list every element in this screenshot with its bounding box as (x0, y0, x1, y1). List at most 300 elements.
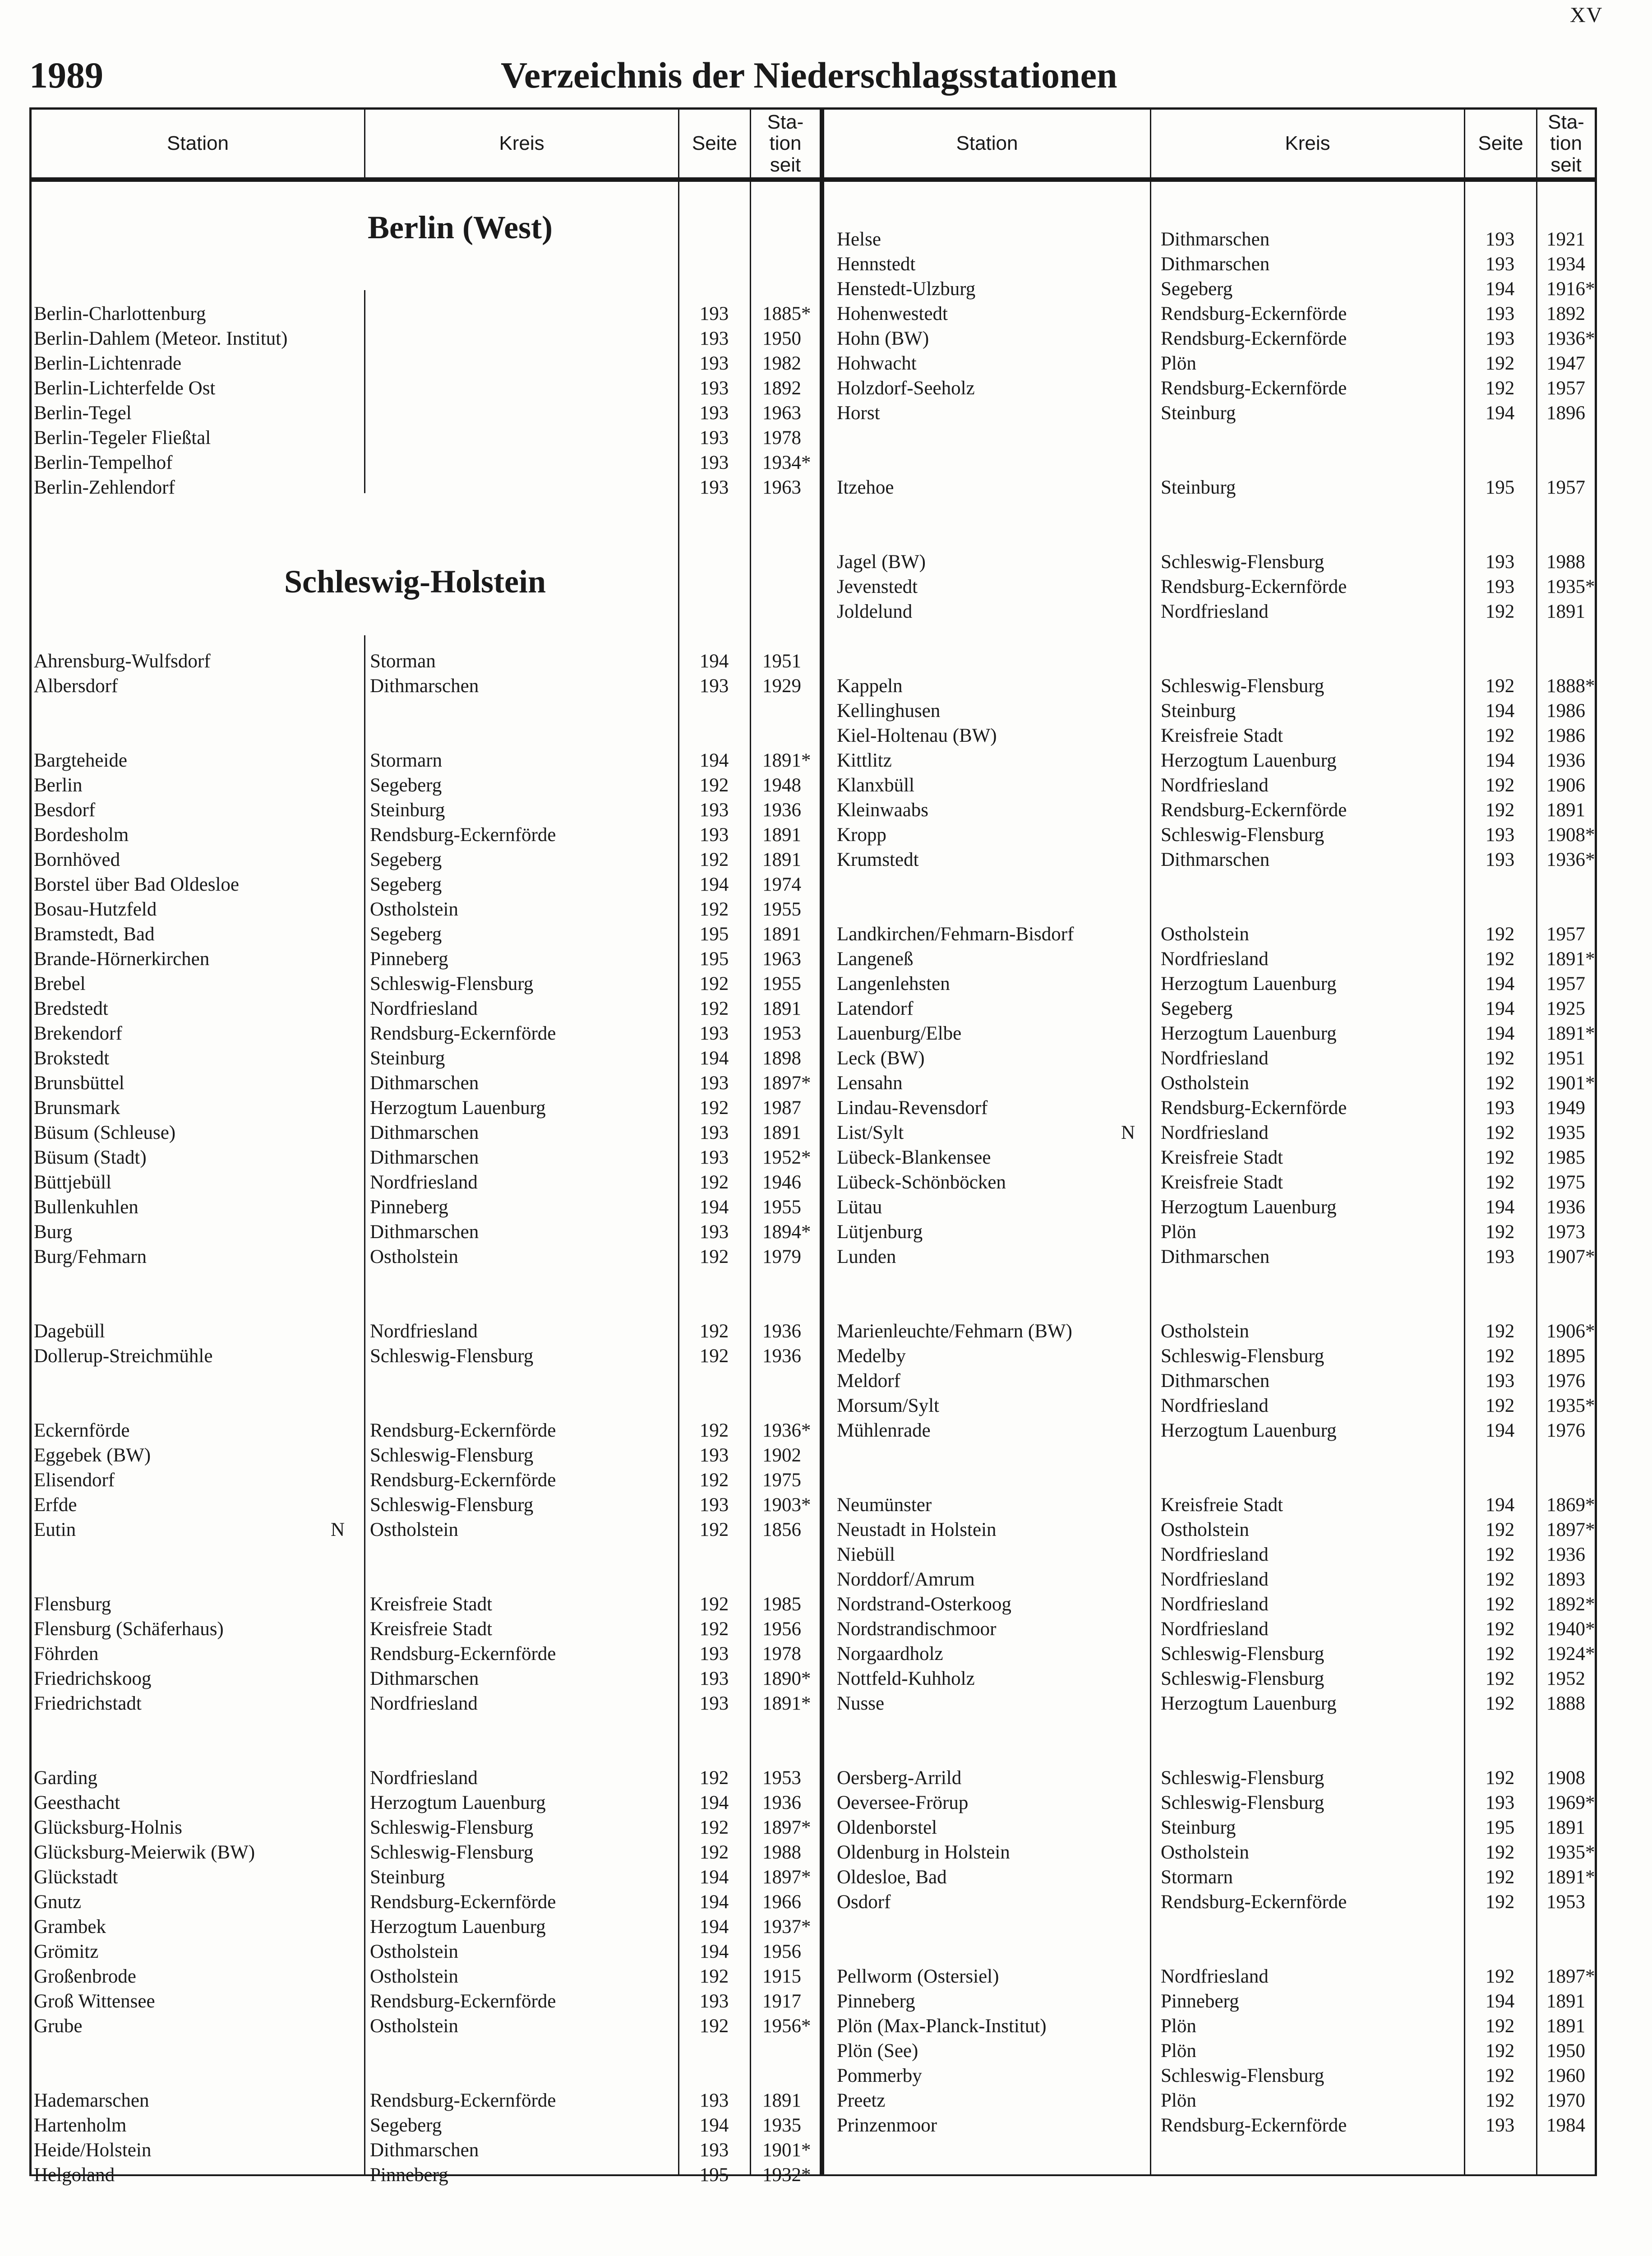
station-name: Borstel über Bad Oldesloe (34, 874, 239, 895)
station-name: Albersdorf (34, 675, 118, 697)
station-seit-value: 1888 (1546, 1693, 1585, 1714)
station-name: Gnutz (34, 1891, 82, 1913)
seite-value: 193 (699, 353, 729, 374)
kreis-name: Segeberg (370, 775, 442, 796)
station-name: Joldelund (837, 601, 913, 622)
kreis-name: Pinneberg (370, 2164, 448, 2186)
station-name: Berlin-Charlottenburg (34, 303, 206, 324)
seite-value: 194 (1485, 998, 1515, 1019)
kreis-name: Ostholstein (1161, 1073, 1249, 1094)
seite-value: 192 (699, 973, 729, 994)
seite-value: 194 (699, 1867, 729, 1888)
seite-value: 192 (1485, 1594, 1515, 1615)
seite-value: 192 (1485, 1842, 1515, 1863)
station-name: Brunsbüttel (34, 1073, 125, 1094)
seite-value: 192 (1485, 1966, 1515, 1987)
station-name: Großenbrode (34, 1966, 136, 1987)
station-name: Oersberg-Arrild (837, 1767, 962, 1789)
seite-value: 193 (699, 1668, 729, 1689)
kreis-name: Ostholstein (370, 1519, 458, 1540)
kreis-name: Nordfriesland (1161, 1544, 1269, 1565)
station-seit-value: 1975 (762, 1470, 801, 1491)
station-seit-value: 1949 (1546, 1097, 1585, 1119)
seite-value: 194 (1485, 1023, 1515, 1044)
station-seit-value: 1963 (762, 402, 801, 424)
kreis-name: Kreisfreie Stadt (1161, 1172, 1283, 1193)
station-name: Bornhöved (34, 849, 120, 870)
table-border-left (29, 182, 32, 2174)
seite-value: 192 (699, 1519, 729, 1540)
kreis-name: Nordfriesland (1161, 1594, 1269, 1615)
station-seit-value: 1975 (1546, 1172, 1585, 1193)
station-seit-value: 1950 (762, 328, 801, 349)
header-part: tion (769, 132, 802, 155)
station-name: Hartenholm (34, 2115, 127, 2136)
station-name: Nordstrandischmoor (837, 1618, 997, 1640)
station-seit-value: 1893 (1546, 1569, 1585, 1590)
station-seit-value: 1935 (1546, 1122, 1585, 1143)
kreis-name: Schleswig-Flensburg (1161, 1668, 1324, 1689)
header-kreis-left: Kreis (499, 132, 545, 155)
kreis-name: Schleswig-Flensburg (1161, 824, 1324, 846)
kreis-name: Segeberg (370, 2115, 442, 2136)
station-seit-value: 1969* (1546, 1792, 1595, 1813)
kreis-name: Dithmarschen (1161, 1370, 1270, 1392)
kreis-name: Kreisfreie Stadt (1161, 1147, 1283, 1168)
seite-value: 192 (1485, 1867, 1515, 1888)
seite-value: 192 (699, 775, 729, 796)
station-seit-value: 1953 (1546, 1891, 1585, 1913)
station-name: Kappeln (837, 675, 903, 697)
seite-value: 192 (699, 1321, 729, 1342)
station-seit-value: 1908* (1546, 824, 1595, 846)
seite-value: 195 (1485, 1817, 1515, 1838)
kreis-name: Herzogtum Lauenburg (1161, 1197, 1337, 1218)
seite-value: 194 (1485, 700, 1515, 721)
seite-value: 193 (1485, 849, 1515, 870)
station-name: Berlin-Lichterfelde Ost (34, 378, 216, 399)
seite-value: 192 (699, 1842, 729, 1863)
station-seit-value: 1956 (762, 1941, 801, 1962)
station-name: Plön (See) (837, 2040, 918, 2062)
station-seit-value: 1898 (762, 1048, 801, 1069)
kreis-name: Ostholstein (1161, 1321, 1249, 1342)
station-seit-value: 1888* (1546, 675, 1595, 697)
seite-value: 193 (699, 1494, 729, 1516)
kreis-name: Rendsburg-Eckernförde (370, 1991, 556, 2012)
station-name: Langenlehsten (837, 973, 950, 994)
kreis-name: Rendsburg-Eckernförde (370, 1023, 556, 1044)
seite-value: 194 (1485, 402, 1515, 424)
station-seit-value: 1935* (1546, 1395, 1595, 1416)
kreis-name: Steinburg (1161, 477, 1236, 498)
station-name: Norddorf/Amrum (837, 1569, 975, 1590)
n-marker: N (331, 1519, 345, 1540)
seite-value: 192 (1485, 1321, 1515, 1342)
seite-value: 194 (699, 2115, 729, 2136)
kreis-name: Ostholstein (370, 2016, 458, 2037)
station-name: Nottfeld-Kuhholz (837, 1668, 975, 1689)
station-seit-value: 1984 (1546, 2115, 1585, 2136)
kreis-name: Herzogtum Lauenburg (1161, 1420, 1337, 1441)
kreis-name: Dithmarschen (370, 675, 479, 697)
seite-value: 193 (699, 1073, 729, 1094)
station-seit-value: 1891* (1546, 948, 1595, 970)
kreis-name: Herzogtum Lauenburg (1161, 1023, 1337, 1044)
station-seit-value: 1929 (762, 675, 801, 697)
station-name: Kropp (837, 824, 886, 846)
kreis-name: Segeberg (370, 849, 442, 870)
column-divider (364, 635, 365, 2174)
station-seit-value: 1936 (1546, 1544, 1585, 1565)
seite-value: 194 (1485, 1494, 1515, 1516)
station-name: Neumünster (837, 1494, 932, 1516)
seite-value: 192 (1485, 2090, 1515, 2111)
station-seit-value: 1897* (762, 1817, 811, 1838)
station-name: Meldorf (837, 1370, 900, 1392)
header-part: seit (770, 153, 801, 176)
station-name: Plön (Max-Planck-Institut) (837, 2016, 1047, 2037)
seite-value: 193 (699, 303, 729, 324)
kreis-name: Rendsburg-Eckernförde (1161, 328, 1347, 349)
station-seit-value: 1951 (1546, 1048, 1585, 1069)
kreis-name: Schleswig-Flensburg (370, 1817, 534, 1838)
seite-value: 192 (699, 1420, 729, 1441)
station-name: Föhrden (34, 1643, 99, 1664)
station-seit-value: 1956 (762, 1618, 801, 1640)
station-seit-value: 1901* (1546, 1073, 1595, 1094)
station-seit-value: 1892* (1546, 1594, 1595, 1615)
kreis-name: Segeberg (1161, 278, 1233, 300)
kreis-name: Rendsburg-Eckernförde (370, 1470, 556, 1491)
station-seit-value: 1856 (762, 1519, 801, 1540)
station-seit-value: 1906 (1546, 775, 1585, 796)
station-name: Groß Wittensee (34, 1991, 155, 2012)
station-seit-value: 1978 (762, 1643, 801, 1664)
station-name: Marienleuchte/Fehmarn (BW) (837, 1321, 1072, 1342)
kreis-name: Herzogtum Lauenburg (1161, 1693, 1337, 1714)
station-seit-value: 1957 (1546, 477, 1585, 498)
seite-value: 194 (1485, 973, 1515, 994)
station-name: Neustadt in Holstein (837, 1519, 997, 1540)
seite-value: 193 (699, 477, 729, 498)
station-seit-value: 1891* (762, 750, 811, 771)
station-seit-value: 1932* (762, 2164, 811, 2186)
station-seit-value: 1986 (1546, 725, 1585, 746)
seite-value: 193 (699, 328, 729, 349)
seite-value: 192 (1485, 1345, 1515, 1367)
station-seit-value: 1946 (762, 1172, 801, 1193)
column-divider (364, 290, 365, 493)
kreis-name: Kreisfreie Stadt (1161, 1494, 1283, 1516)
station-name: Friedrichskoog (34, 1668, 152, 1689)
kreis-name: Rendsburg-Eckernförde (1161, 800, 1347, 821)
kreis-name: Rendsburg-Eckernförde (1161, 378, 1347, 399)
station-name: Grömitz (34, 1941, 99, 1962)
station-seit-value: 1934 (1546, 254, 1585, 275)
station-seit-value: 1957 (1546, 973, 1585, 994)
seite-value: 192 (1485, 1147, 1515, 1168)
header-seite-right: Seite (1478, 132, 1523, 155)
station-seit-value: 1976 (1546, 1370, 1585, 1392)
station-name: Oldenborstel (837, 1817, 937, 1838)
kreis-name: Pinneberg (1161, 1991, 1239, 2012)
station-name: Burg (34, 1221, 73, 1243)
kreis-name: Nordfriesland (1161, 1569, 1269, 1590)
kreis-name: Schleswig-Flensburg (370, 1842, 534, 1863)
column-divider (1150, 182, 1151, 2174)
seite-value: 192 (1485, 1693, 1515, 1714)
station-seit-value: 1901* (762, 2140, 811, 2161)
station-name: Lindau-Revensdorf (837, 1097, 988, 1119)
station-seit-value: 1936 (762, 1321, 801, 1342)
seite-value: 193 (699, 1991, 729, 2012)
station-seit-value: 1891* (1546, 1023, 1595, 1044)
seite-value: 192 (1485, 1519, 1515, 1540)
seite-value: 195 (699, 924, 729, 945)
station-name: Dagebüll (34, 1321, 105, 1342)
seite-value: 193 (699, 1122, 729, 1143)
station-name: Kleinwaabs (837, 800, 928, 821)
seite-value: 193 (1485, 1370, 1515, 1392)
station-name: Ahrensburg-Wulfsdorf (34, 651, 211, 672)
kreis-name: Rendsburg-Eckernförde (370, 1420, 556, 1441)
seite-value: 194 (1485, 750, 1515, 771)
station-name: Leck (BW) (837, 1048, 925, 1069)
seite-value: 193 (699, 427, 729, 448)
station-name: Dollerup-Streichmühle (34, 1345, 213, 1367)
kreis-name: Dithmarschen (370, 1668, 479, 1689)
station-seit-value: 1955 (762, 899, 801, 920)
station-name: Flensburg (Schäferhaus) (34, 1618, 224, 1640)
station-name: Berlin-Lichtenrade (34, 353, 182, 374)
seite-value: 192 (1485, 1891, 1515, 1913)
station-seit-value: 1891 (1546, 1991, 1585, 2012)
kreis-name: Pinneberg (370, 948, 448, 970)
seite-value: 192 (1485, 1221, 1515, 1243)
seite-value: 192 (699, 1470, 729, 1491)
station-seit-value: 1963 (762, 477, 801, 498)
seite-value: 193 (699, 452, 729, 473)
seite-value: 193 (699, 1693, 729, 1714)
seite-value: 193 (699, 1147, 729, 1168)
kreis-name: Nordfriesland (1161, 1048, 1269, 1069)
station-name: Berlin-Tegeler Fließtal (34, 427, 211, 448)
station-seit-value: 1957 (1546, 378, 1585, 399)
kreis-name: Pinneberg (370, 1197, 448, 1218)
station-name: Hohn (BW) (837, 328, 929, 349)
kreis-name: Nordfriesland (1161, 601, 1269, 622)
station-seit-value: 1936 (762, 1345, 801, 1367)
station-seit-value: 1955 (762, 973, 801, 994)
section-heading-schleswig-holstein: Schleswig-Holstein (284, 564, 546, 600)
station-name: Jevenstedt (837, 576, 918, 597)
kreis-name: Herzogtum Lauenburg (370, 1097, 546, 1119)
station-seit-value: 1974 (762, 874, 801, 895)
station-name: Nordstrand-Osterkoog (837, 1594, 1011, 1615)
station-seit-value: 1892 (1546, 303, 1585, 324)
kreis-name: Ostholstein (370, 1246, 458, 1267)
station-name: Eggebek (BW) (34, 1445, 151, 1466)
station-name: Jagel (BW) (837, 551, 926, 573)
station-seit-value: 1916* (1546, 278, 1595, 300)
center-divider (820, 110, 824, 177)
seite-value: 192 (699, 998, 729, 1019)
kreis-name: Ostholstein (370, 1941, 458, 1962)
kreis-name: Dithmarschen (370, 1073, 479, 1094)
station-seit-value: 1960 (1546, 2065, 1585, 2086)
kreis-name: Steinburg (370, 800, 445, 821)
station-name: Berlin-Tegel (34, 402, 132, 424)
station-name: Brokstedt (34, 1048, 110, 1069)
seite-value: 193 (699, 1643, 729, 1664)
station-seit-value: 1897* (762, 1867, 811, 1888)
kreis-name: Kreisfreie Stadt (370, 1618, 493, 1640)
seite-value: 192 (1485, 1172, 1515, 1193)
kreis-name: Nordfriesland (370, 1767, 478, 1789)
station-name: Büsum (Stadt) (34, 1147, 147, 1168)
station-name: Latendorf (837, 998, 914, 1019)
seite-value: 192 (1485, 775, 1515, 796)
kreis-name: Nordfriesland (370, 1321, 478, 1342)
seite-value: 192 (1485, 675, 1515, 697)
kreis-name: Rendsburg-Eckernförde (370, 1643, 556, 1664)
kreis-name: Schleswig-Flensburg (370, 973, 534, 994)
kreis-name: Nordfriesland (370, 998, 478, 1019)
header-station-left: Station (167, 132, 229, 155)
station-seit-value: 1986 (1546, 700, 1585, 721)
header-part: tion (1550, 132, 1582, 155)
station-name: Niebüll (837, 1544, 895, 1565)
station-name: Langeneß (837, 948, 914, 970)
station-seit-value: 1987 (762, 1097, 801, 1119)
table-header (29, 107, 1597, 182)
station-name: Lübeck-Blankensee (837, 1147, 991, 1168)
station-name: Elisendorf (34, 1470, 115, 1491)
station-name: Bullenkuhlen (34, 1197, 138, 1218)
station-name: Friedrichstadt (34, 1693, 142, 1714)
seite-value: 192 (1485, 1073, 1515, 1094)
kreis-name: Herzogtum Lauenburg (370, 1916, 546, 1937)
header-kreis-right: Kreis (1285, 132, 1330, 155)
station-seit-value: 1891 (762, 924, 801, 945)
kreis-name: Schleswig-Flensburg (1161, 2065, 1324, 2086)
station-seit-value: 1982 (762, 353, 801, 374)
seite-value: 193 (1485, 824, 1515, 846)
kreis-name: Herzogtum Lauenburg (1161, 973, 1337, 994)
station-name: Oldenburg in Holstein (837, 1842, 1010, 1863)
kreis-name: Segeberg (1161, 998, 1233, 1019)
station-seit-value: 1897* (1546, 1519, 1595, 1540)
seite-value: 193 (1485, 551, 1515, 573)
station-name: Pinneberg (837, 1991, 915, 2012)
station-seit-value: 1950 (1546, 2040, 1585, 2062)
seite-value: 194 (699, 1197, 729, 1218)
station-name: Kiel-Holtenau (BW) (837, 725, 997, 746)
kreis-name: Plön (1161, 2040, 1196, 2062)
seite-value: 192 (1485, 948, 1515, 970)
station-name: Brande-Hörnerkirchen (34, 948, 210, 970)
station-name: Helgoland (34, 2164, 115, 2186)
seite-value: 192 (699, 1618, 729, 1640)
station-seit-value: 1978 (762, 427, 801, 448)
seite-value: 192 (1485, 1048, 1515, 1069)
station-name: Grube (34, 2016, 83, 2037)
station-seit-value: 1947 (1546, 353, 1585, 374)
center-divider (820, 182, 824, 2174)
seite-value: 193 (699, 2140, 729, 2161)
station-seit-value: 1985 (1546, 1147, 1585, 1168)
station-name: Osdorf (837, 1891, 891, 1913)
kreis-name: Dithmarschen (370, 1147, 479, 1168)
station-seit-value: 1935 (762, 2115, 801, 2136)
kreis-name: Schleswig-Flensburg (370, 1445, 534, 1466)
kreis-name: Rendsburg-Eckernförde (370, 2090, 556, 2111)
station-seit-value: 1907* (1546, 1246, 1595, 1267)
kreis-name: Rendsburg-Eckernförde (1161, 2115, 1347, 2136)
station-name: Oldesloe, Bad (837, 1867, 947, 1888)
station-seit-value: 1953 (762, 1767, 801, 1789)
kreis-name: Nordfriesland (1161, 1966, 1269, 1987)
kreis-name: Herzogtum Lauenburg (370, 1792, 546, 1813)
kreis-name: Nordfriesland (1161, 948, 1269, 970)
seite-value: 192 (699, 2016, 729, 2037)
kreis-name: Nordfriesland (370, 1172, 478, 1193)
kreis-name: Stormarn (370, 750, 443, 771)
station-seit-value: 1937* (762, 1916, 811, 1937)
station-name: Lauenburg/Elbe (837, 1023, 962, 1044)
kreis-name: Nordfriesland (370, 1693, 478, 1714)
kreis-name: Herzogtum Lauenburg (1161, 750, 1337, 771)
header-part: seit (1550, 153, 1582, 176)
station-seit-value: 1988 (1546, 551, 1585, 573)
seite-value: 192 (699, 1817, 729, 1838)
station-seit-value: 1940* (1546, 1618, 1595, 1640)
station-seit-value: 1973 (1546, 1221, 1585, 1243)
station-seit-value: 1988 (762, 1842, 801, 1863)
seite-value: 194 (1485, 1420, 1515, 1441)
station-name: Holzdorf-Seeholz (837, 378, 975, 399)
station-seit-value: 1948 (762, 775, 801, 796)
table-border-right (1595, 110, 1597, 177)
seite-value: 192 (1485, 1395, 1515, 1416)
station-name: Garding (34, 1767, 97, 1789)
station-name: Eutin (34, 1519, 76, 1540)
kreis-name: Steinburg (1161, 700, 1236, 721)
seite-value: 192 (1485, 924, 1515, 945)
seite-value: 192 (1485, 1122, 1515, 1143)
seite-value: 194 (699, 1941, 729, 1962)
kreis-name: Rendsburg-Eckernförde (1161, 303, 1347, 324)
kreis-name: Nordfriesland (1161, 775, 1269, 796)
seite-value: 193 (699, 675, 729, 697)
kreis-name: Ostholstein (370, 1966, 458, 1987)
station-name: Glücksburg-Meierwik (BW) (34, 1842, 255, 1863)
kreis-name: Rendsburg-Eckernförde (1161, 1097, 1347, 1119)
kreis-name: Schleswig-Flensburg (1161, 675, 1324, 697)
kreis-name: Segeberg (370, 874, 442, 895)
page-title: Verzeichnis der Niederschlagsstationen (501, 55, 1117, 96)
station-seit-value: 1891 (1546, 1817, 1585, 1838)
seite-value: 193 (699, 1221, 729, 1243)
station-name: Lütau (837, 1197, 882, 1218)
seite-value: 193 (1485, 254, 1515, 275)
station-seit-value: 1902 (762, 1445, 801, 1466)
seite-value: 193 (1485, 1792, 1515, 1813)
station-name: Flensburg (34, 1594, 111, 1615)
seite-value: 192 (699, 849, 729, 870)
seite-value: 192 (1485, 1569, 1515, 1590)
